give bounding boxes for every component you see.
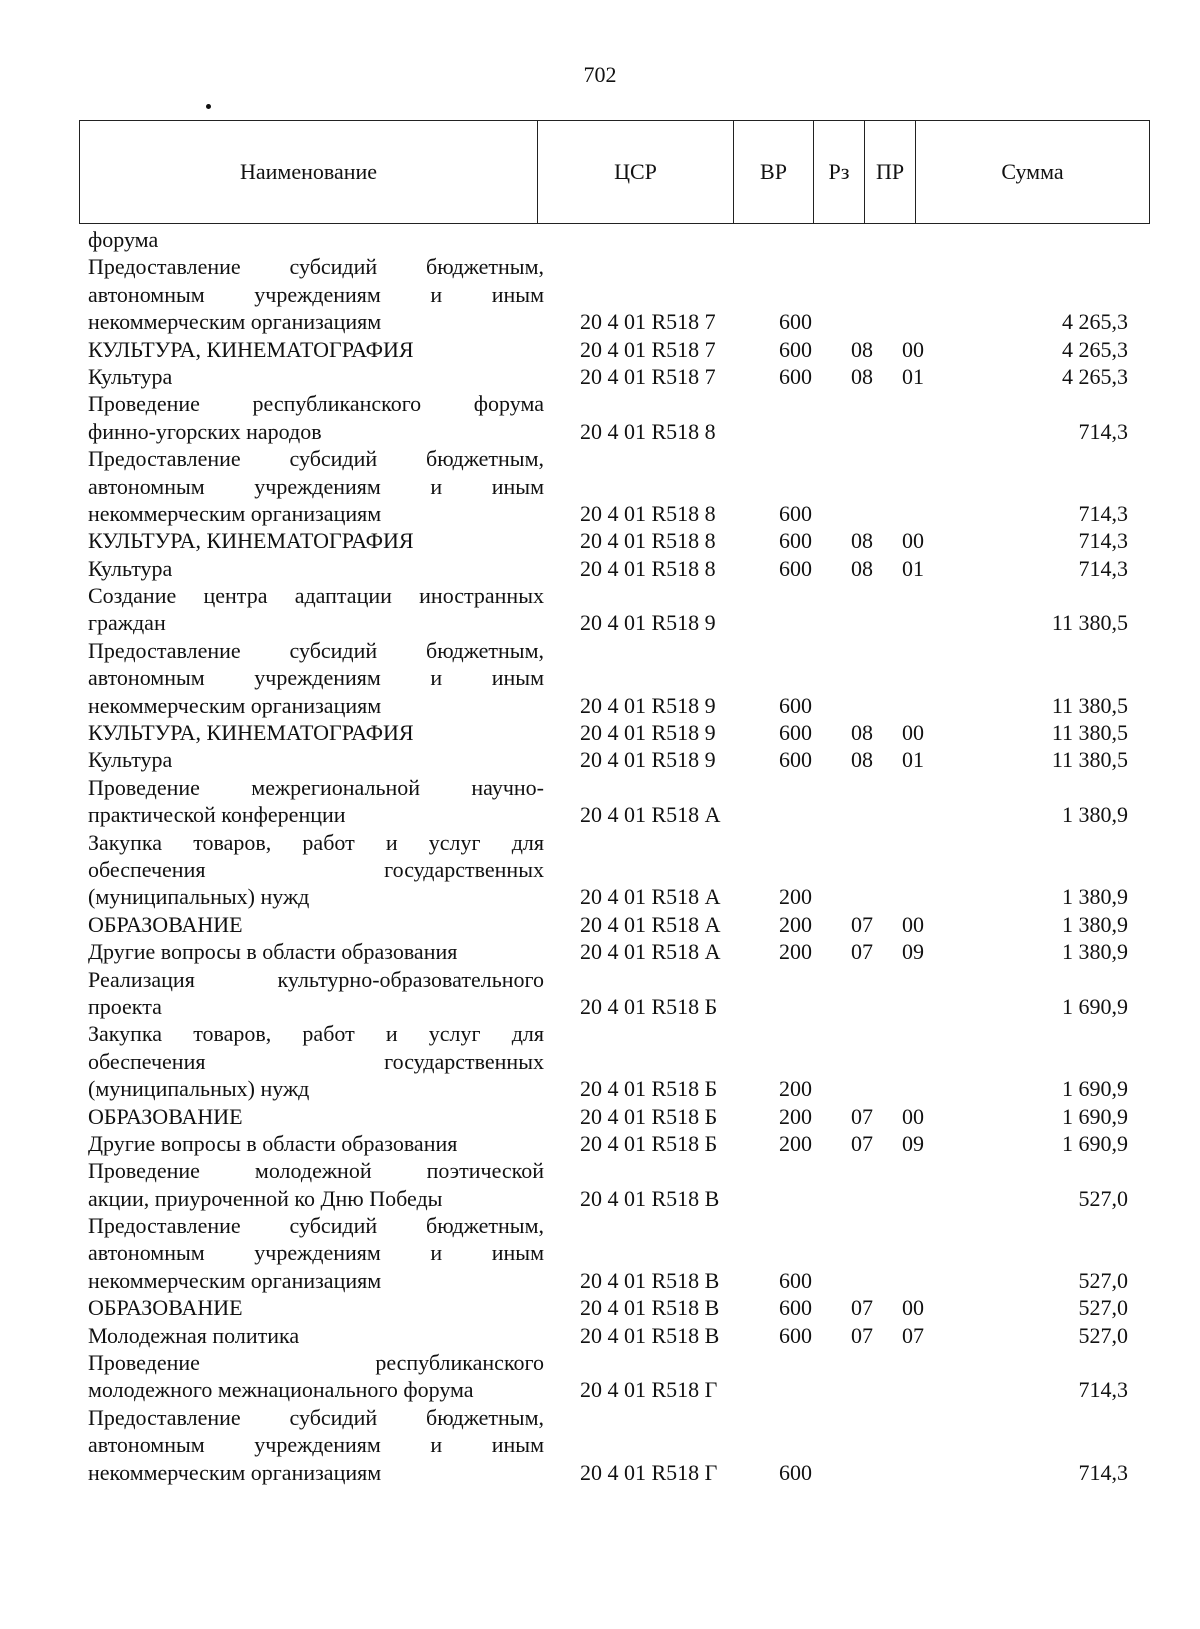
row-vr: 600 bbox=[779, 747, 812, 773]
row-sum: 4 265,3 bbox=[1062, 336, 1128, 362]
table-row bbox=[0, 1157, 1200, 1212]
table-row bbox=[0, 582, 1200, 637]
row-name-line: Проведение межрегиональной научно- bbox=[88, 774, 544, 800]
row-rz: 07 bbox=[851, 911, 873, 937]
row-name-line: (муниципальных) нужд bbox=[88, 1076, 310, 1102]
row-pr: 00 bbox=[902, 720, 924, 746]
row-name-line: Другие вопросы в области образования bbox=[88, 939, 458, 965]
row-name-line: практической конференции bbox=[88, 802, 346, 828]
row-name-line: Закупка товаров, работ и услуг для bbox=[88, 1021, 544, 1047]
row-name-line: Реализация культурно-образовательного bbox=[88, 966, 544, 992]
header-name: Наименование bbox=[80, 121, 538, 224]
header-rz: Рз bbox=[814, 121, 865, 224]
table-row bbox=[0, 746, 1200, 773]
row-csr: 20 4 01 R518 В bbox=[580, 1295, 720, 1321]
row-csr: 20 4 01 R518 Б bbox=[580, 1103, 718, 1129]
row-name-line: автономным учреждениям и иным bbox=[88, 665, 544, 691]
row-name-line: (муниципальных) нужд bbox=[88, 884, 310, 910]
row-name-line: обеспечения государственных bbox=[88, 856, 544, 882]
row-name-line: Другие вопросы в области образования bbox=[88, 1130, 458, 1156]
row-vr: 200 bbox=[779, 1130, 812, 1156]
row-pr: 09 bbox=[902, 1130, 924, 1156]
table-header bbox=[79, 120, 1150, 224]
row-sum: 1 380,9 bbox=[1062, 802, 1128, 828]
row-name-line: Проведение республиканского bbox=[88, 1350, 544, 1376]
row-csr: 20 4 01 R518 9 bbox=[580, 610, 716, 636]
row-name-line: Предоставление субсидий бюджетным, bbox=[88, 637, 544, 663]
row-sum: 527,0 bbox=[1078, 1295, 1128, 1321]
row-vr: 200 bbox=[779, 884, 812, 910]
row-csr: 20 4 01 R518 7 bbox=[580, 363, 716, 389]
row-csr: 20 4 01 R518 А bbox=[580, 911, 721, 937]
row-sum: 527,0 bbox=[1078, 1185, 1128, 1211]
row-sum: 11 380,5 bbox=[1051, 720, 1128, 746]
row-rz: 08 bbox=[851, 528, 873, 554]
row-name-line: Закупка товаров, работ и услуг для bbox=[88, 829, 544, 855]
table-row bbox=[0, 829, 1200, 911]
table-row bbox=[0, 1322, 1200, 1349]
page-number: 702 bbox=[583, 62, 617, 87]
row-name-line: Проведение республиканского форума bbox=[88, 391, 544, 417]
row-sum: 1 690,9 bbox=[1062, 1103, 1128, 1129]
header-vr: ВР bbox=[734, 121, 814, 224]
row-name-line: Культура bbox=[88, 555, 173, 581]
row-name-line: акции, приуроченной ко Дню Победы bbox=[88, 1185, 443, 1211]
row-csr: 20 4 01 R518 Г bbox=[580, 1377, 718, 1403]
table-row bbox=[0, 1212, 1200, 1294]
table-row bbox=[0, 1130, 1200, 1157]
row-sum: 714,3 bbox=[1078, 1377, 1128, 1403]
row-name-line: ОБРАЗОВАНИЕ bbox=[88, 911, 243, 937]
table-body bbox=[0, 226, 1200, 1486]
scan-dot-mark bbox=[206, 104, 211, 109]
row-sum: 1 380,9 bbox=[1062, 884, 1128, 910]
row-csr: 20 4 01 R518 Г bbox=[580, 1459, 718, 1485]
row-name-line: молодежного межнационального форума bbox=[88, 1377, 474, 1403]
row-csr: 20 4 01 R518 В bbox=[580, 1322, 720, 1348]
row-name-line: некоммерческим организациям bbox=[88, 1459, 382, 1485]
row-name-line: Создание центра адаптации иностранных bbox=[88, 583, 544, 609]
row-vr: 600 bbox=[779, 1267, 812, 1293]
row-name-line: КУЛЬТУРА, КИНЕМАТОГРАФИЯ bbox=[88, 336, 414, 362]
row-csr: 20 4 01 R518 8 bbox=[580, 555, 716, 581]
row-vr: 200 bbox=[779, 911, 812, 937]
row-sum: 4 265,3 bbox=[1062, 363, 1128, 389]
table-row bbox=[0, 390, 1200, 445]
row-csr: 20 4 01 R518 8 bbox=[580, 500, 716, 526]
row-name-line: КУЛЬТУРА, КИНЕМАТОГРАФИЯ bbox=[88, 528, 414, 554]
table-row bbox=[0, 774, 1200, 829]
row-name-line: автономным учреждениям и иным bbox=[88, 1240, 544, 1266]
row-name-line: некоммерческим организациям bbox=[88, 1267, 382, 1293]
row-pr: 07 bbox=[902, 1322, 924, 1348]
row-name-line: граждан bbox=[88, 610, 166, 636]
row-rz: 08 bbox=[851, 747, 873, 773]
row-sum: 11 380,5 bbox=[1051, 692, 1128, 718]
table-row bbox=[0, 637, 1200, 719]
row-name-line: Молодежная политика bbox=[88, 1322, 300, 1348]
row-sum: 4 265,3 bbox=[1062, 309, 1128, 335]
row-csr: 20 4 01 R518 7 bbox=[580, 336, 716, 362]
row-name-line: проекта bbox=[88, 993, 162, 1019]
row-sum: 714,3 bbox=[1078, 555, 1128, 581]
table-row bbox=[0, 226, 1200, 253]
row-name-line: некоммерческим организациям bbox=[88, 309, 382, 335]
row-name-line: автономным учреждениям и иным bbox=[88, 1432, 544, 1458]
row-rz: 08 bbox=[851, 363, 873, 389]
row-pr: 09 bbox=[902, 939, 924, 965]
row-rz: 08 bbox=[851, 555, 873, 581]
header-csr: ЦСР bbox=[538, 121, 734, 224]
row-csr: 20 4 01 R518 Б bbox=[580, 1130, 718, 1156]
row-rz: 07 bbox=[851, 1130, 873, 1156]
table-row bbox=[0, 719, 1200, 746]
row-name-line: автономным учреждениям и иным bbox=[88, 281, 544, 307]
row-vr: 200 bbox=[779, 939, 812, 965]
row-pr: 00 bbox=[902, 1103, 924, 1129]
row-pr: 01 bbox=[902, 555, 924, 581]
row-csr: 20 4 01 R518 8 bbox=[580, 528, 716, 554]
row-vr: 600 bbox=[779, 363, 812, 389]
table-row bbox=[0, 363, 1200, 390]
row-csr: 20 4 01 R518 А bbox=[580, 939, 721, 965]
row-vr: 600 bbox=[779, 1322, 812, 1348]
row-sum: 1 690,9 bbox=[1062, 1076, 1128, 1102]
row-csr: 20 4 01 R518 А bbox=[580, 884, 721, 910]
row-name-line: автономным учреждениям и иным bbox=[88, 473, 544, 499]
row-vr: 200 bbox=[779, 1076, 812, 1102]
row-vr: 200 bbox=[779, 1103, 812, 1129]
row-sum: 1 690,9 bbox=[1062, 1130, 1128, 1156]
table-row bbox=[0, 445, 1200, 527]
row-vr: 600 bbox=[779, 528, 812, 554]
row-name-line: ОБРАЗОВАНИЕ bbox=[88, 1295, 243, 1321]
row-csr: 20 4 01 R518 А bbox=[580, 802, 721, 828]
row-name-line: некоммерческим организациям bbox=[88, 692, 382, 718]
row-name-line: Предоставление субсидий бюджетным, bbox=[88, 446, 544, 472]
row-name-line: форума bbox=[88, 227, 159, 252]
row-sum: 1 380,9 bbox=[1062, 939, 1128, 965]
table-row bbox=[0, 253, 1200, 335]
table-row bbox=[0, 1349, 1200, 1404]
row-csr: 20 4 01 R518 Б bbox=[580, 1076, 718, 1102]
row-csr: 20 4 01 R518 9 bbox=[580, 692, 716, 718]
table-row bbox=[0, 1404, 1200, 1486]
row-sum: 714,3 bbox=[1078, 500, 1128, 526]
table-row bbox=[0, 938, 1200, 965]
row-sum: 527,0 bbox=[1078, 1322, 1128, 1348]
row-vr: 600 bbox=[779, 720, 812, 746]
row-pr: 00 bbox=[902, 1295, 924, 1321]
row-name-line: некоммерческим организациям bbox=[88, 500, 382, 526]
row-sum: 714,3 bbox=[1078, 528, 1128, 554]
row-sum: 714,3 bbox=[1078, 418, 1128, 444]
row-pr: 00 bbox=[902, 911, 924, 937]
row-rz: 07 bbox=[851, 1103, 873, 1129]
row-sum: 1 380,9 bbox=[1062, 911, 1128, 937]
row-csr: 20 4 01 R518 9 bbox=[580, 720, 716, 746]
table-row bbox=[0, 1294, 1200, 1321]
row-sum: 11 380,5 bbox=[1051, 747, 1128, 773]
row-vr: 600 bbox=[779, 500, 812, 526]
row-name-line: ОБРАЗОВАНИЕ bbox=[88, 1103, 243, 1129]
row-csr: 20 4 01 R518 Б bbox=[580, 993, 718, 1019]
row-sum: 714,3 bbox=[1078, 1459, 1128, 1485]
row-vr: 600 bbox=[779, 692, 812, 718]
table-row bbox=[0, 911, 1200, 938]
row-vr: 600 bbox=[779, 555, 812, 581]
row-name-line: обеспечения государственных bbox=[88, 1048, 544, 1074]
row-rz: 07 bbox=[851, 1322, 873, 1348]
row-rz: 08 bbox=[851, 336, 873, 362]
row-csr: 20 4 01 R518 В bbox=[580, 1185, 720, 1211]
table-row bbox=[0, 1020, 1200, 1102]
table-row bbox=[0, 555, 1200, 582]
row-csr: 20 4 01 R518 В bbox=[580, 1267, 720, 1293]
row-pr: 01 bbox=[902, 747, 924, 773]
header-pr: ПР bbox=[865, 121, 916, 224]
row-rz: 08 bbox=[851, 720, 873, 746]
table-row bbox=[0, 336, 1200, 363]
row-sum: 11 380,5 bbox=[1051, 610, 1128, 636]
table-row bbox=[0, 966, 1200, 1021]
row-name-line: Культура bbox=[88, 747, 173, 773]
row-name-line: Культура bbox=[88, 363, 173, 389]
row-sum: 527,0 bbox=[1078, 1267, 1128, 1293]
row-pr: 01 bbox=[902, 363, 924, 389]
row-sum: 1 690,9 bbox=[1062, 993, 1128, 1019]
row-rz: 07 bbox=[851, 939, 873, 965]
table-row bbox=[0, 1103, 1200, 1130]
row-name-line: Предоставление субсидий бюджетным, bbox=[88, 1404, 544, 1430]
row-vr: 600 bbox=[779, 1295, 812, 1321]
row-rz: 07 bbox=[851, 1295, 873, 1321]
row-name-line: Предоставление субсидий бюджетным, bbox=[88, 1213, 544, 1239]
row-name-line: Предоставление субсидий бюджетным, bbox=[88, 254, 544, 280]
row-pr: 00 bbox=[902, 528, 924, 554]
row-vr: 600 bbox=[779, 1459, 812, 1485]
row-name-line: финно-угорских народов bbox=[88, 418, 322, 444]
row-pr: 00 bbox=[902, 336, 924, 362]
header-sum: Сумма bbox=[916, 121, 1150, 224]
row-name-line: КУЛЬТУРА, КИНЕМАТОГРАФИЯ bbox=[88, 720, 414, 746]
row-csr: 20 4 01 R518 9 bbox=[580, 747, 716, 773]
table-row bbox=[0, 527, 1200, 554]
row-vr: 600 bbox=[779, 309, 812, 335]
row-csr: 20 4 01 R518 8 bbox=[580, 418, 716, 444]
row-name-line: Проведение молодежной поэтической bbox=[88, 1158, 544, 1184]
row-vr: 600 bbox=[779, 336, 812, 362]
row-csr: 20 4 01 R518 7 bbox=[580, 309, 716, 335]
